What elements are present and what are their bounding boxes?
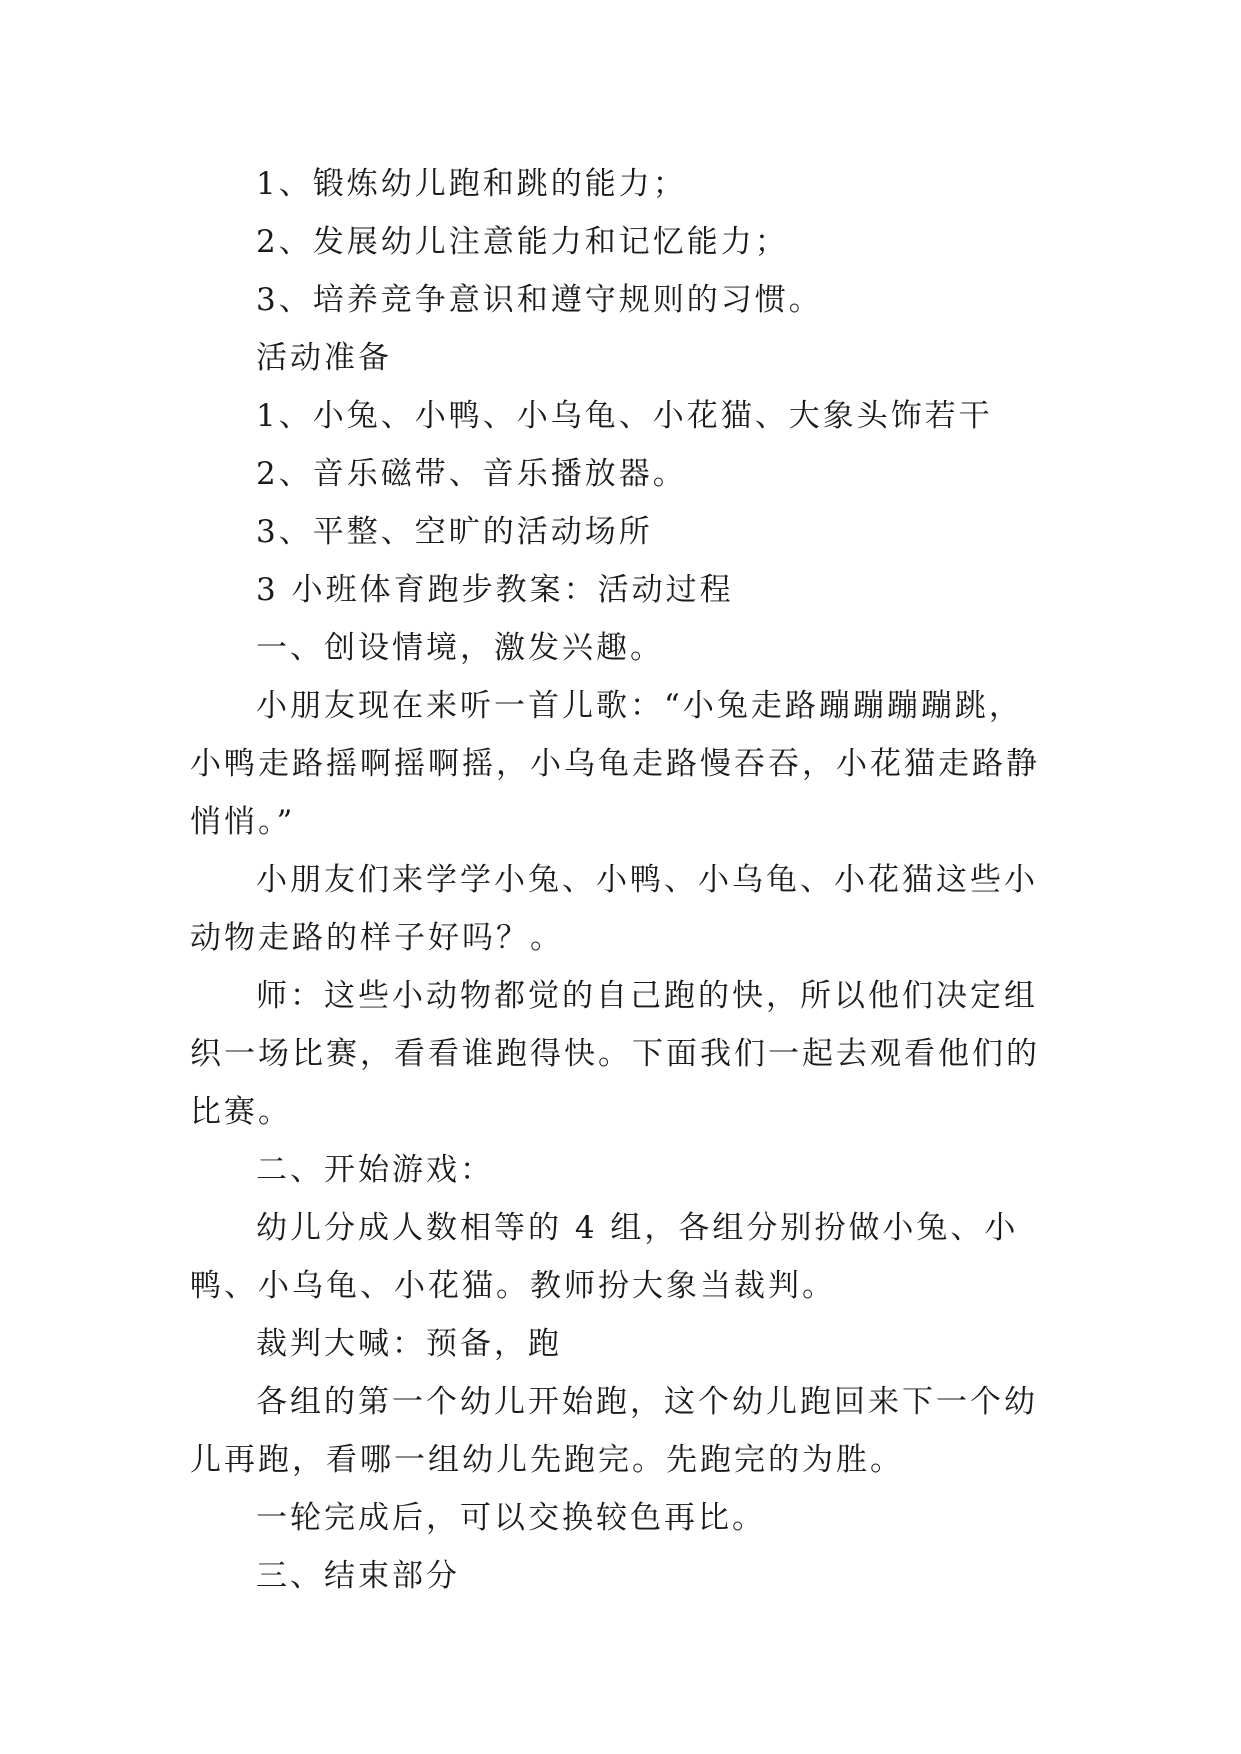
goal-item-2: 2、发展幼儿注意能力和记忆能力； xyxy=(256,224,789,260)
paragraph-referee: 裁判大喊：预备，跑 xyxy=(256,1326,562,1362)
paragraph-swap: 一轮完成后，可以交换较色再比。 xyxy=(256,1500,766,1536)
step-heading-2: 二、开始游戏： xyxy=(256,1152,494,1188)
paragraph-rhyme: 小朋友现在来听一首儿歌：“小兔走路蹦蹦蹦蹦跳，小鸭走路摇啊摇啊摇，小乌龟走路慢吞吞，小花猫走路静悄悄。” xyxy=(190,688,1040,840)
paragraph-groups: 幼儿分成人数相等的 4 组，各组分别扮做小兔、小鸭、小乌龟、小花猫。教师扮大象当裁判。 xyxy=(190,1210,1019,1304)
section-heading-preparation: 活动准备 xyxy=(256,340,392,376)
document-body xyxy=(190,155,1050,1605)
step-heading-3: 三、结束部分 xyxy=(256,1558,460,1594)
paragraph-imitate: 小朋友们来学学小兔、小鸭、小乌龟、小花猫这些小动物走路的样子好吗？。 xyxy=(190,862,1038,956)
preparation-item-1: 1、小兔、小鸭、小乌龟、小花猫、大象头饰若干 xyxy=(256,398,993,434)
goal-item-1: 1、锻炼幼儿跑和跳的能力； xyxy=(256,166,687,202)
goal-item-3: 3、培养竞争意识和遵守规则的习惯。 xyxy=(256,282,823,318)
paragraph-teacher: 师：这些小动物都觉的自己跑的快，所以他们决定组织一场比赛，看看谁跑得快。下面我们一起去观看他们的比赛。 xyxy=(190,978,1040,1130)
preparation-item-2: 2、音乐磁带、音乐播放器。 xyxy=(256,456,687,492)
paragraph-relay: 各组的第一个幼儿开始跑，这个幼儿跑回来下一个幼儿再跑，看哪一组幼儿先跑完。先跑完的为胜。 xyxy=(190,1384,1038,1478)
section-heading-process: 3 小班体育跑步教案：活动过程 xyxy=(256,572,734,608)
step-heading-1: 一、创设情境，激发兴趣。 xyxy=(256,630,664,666)
preparation-item-3: 3、平整、空旷的活动场所 xyxy=(256,514,653,550)
